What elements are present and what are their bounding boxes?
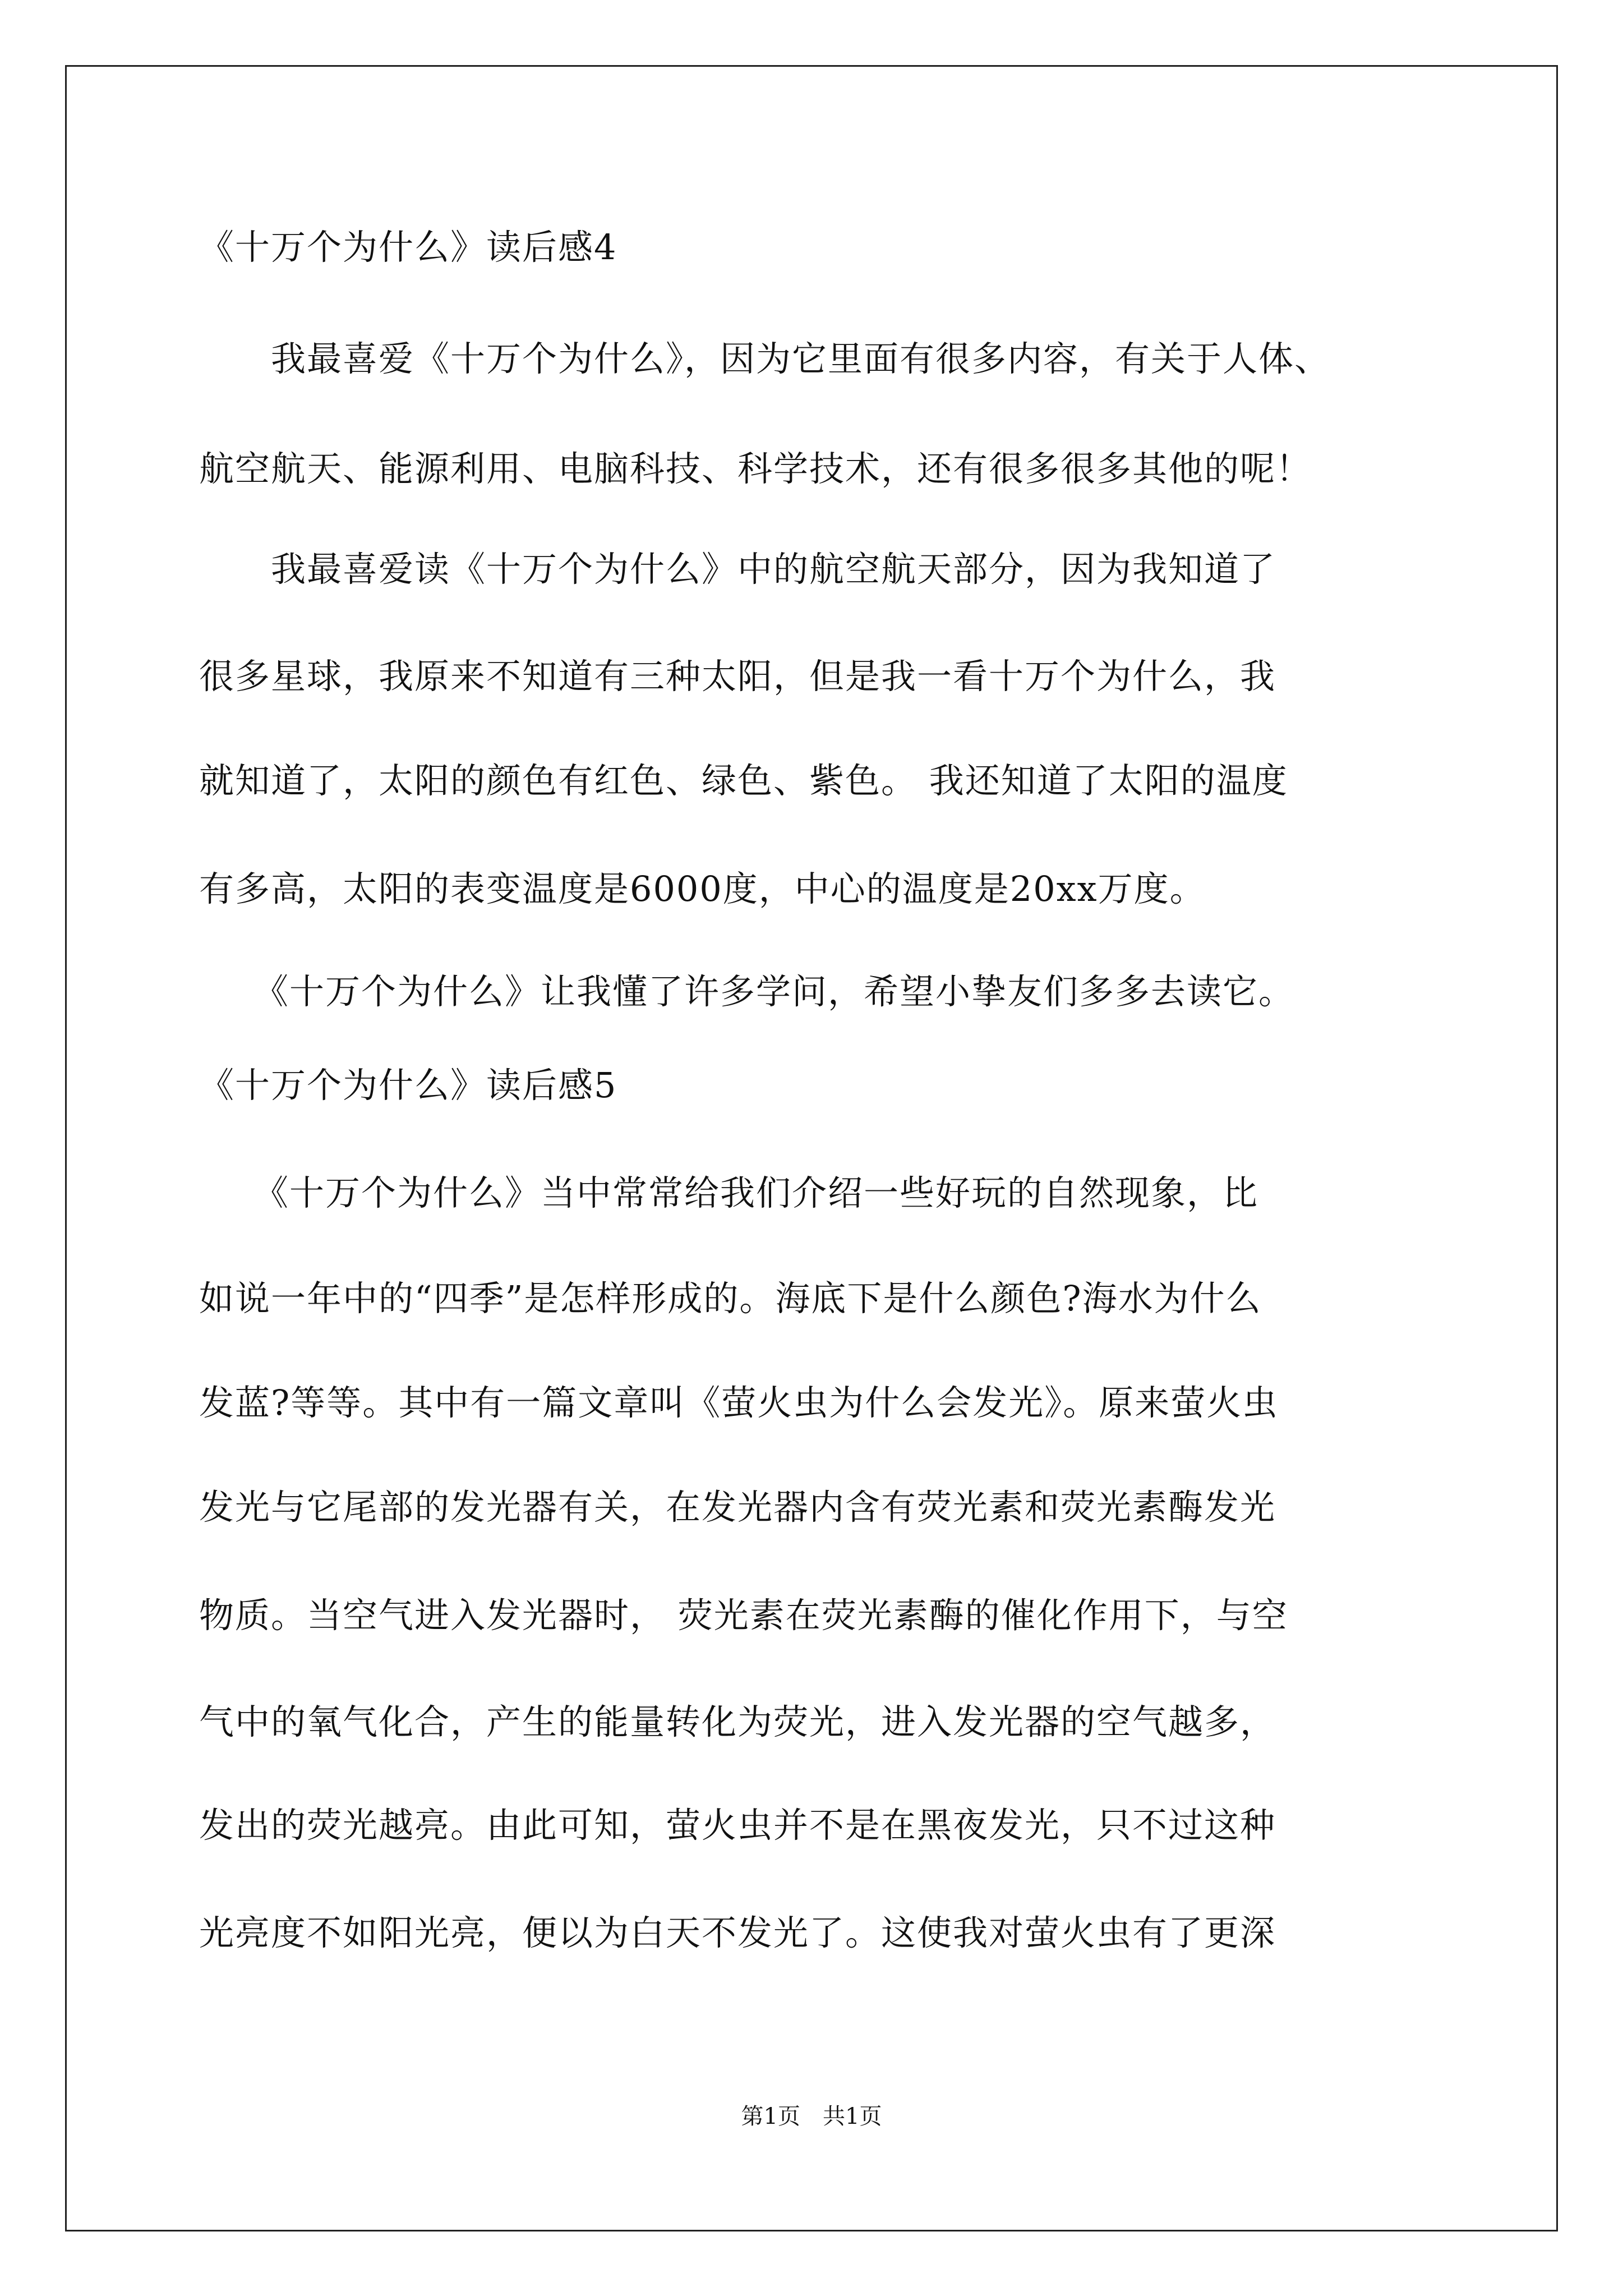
paragraph-line: 《十万个为什么》让我懂了许多学问，希望小挚友们多多去读它。	[199, 971, 1295, 1012]
paragraph-line: 发光与它尾部的发光器有关，在发光器内含有荧光素和荧光素酶发光	[199, 1487, 1276, 1527]
paragraph-line: 气中的氧气化合，产生的能量转化为荧光，进入发光器的空气越多，	[199, 1701, 1276, 1742]
paragraph-line: 很多星球，我原来不知道有三种太阳，但是我一看十万个为什么，我	[199, 656, 1276, 697]
paragraph-line: 《十万个为什么》当中常常给我们介绍一些好玩的自然现象，比	[199, 1172, 1259, 1213]
paragraph-line: 我最喜爱《十万个为什么》，因为它里面有很多内容，有关于人体、	[199, 338, 1331, 379]
paragraph-line: 如说一年中的“四季”是怎样形成的。海底下是什么颜色?海水为什么	[199, 1278, 1262, 1319]
paragraph-line: 光亮度不如阳光亮，便以为白天不发光了。这使我对萤火虫有了更深	[199, 1912, 1276, 1953]
paragraph-line: 发蓝?等等。其中有一篇文章叫《萤火虫为什么会发光》。原来萤火虫	[199, 1382, 1279, 1423]
paragraph-line: 就知道了，太阳的颜色有红色、绿色、紫色。 我还知道了太阳的温度	[199, 760, 1288, 801]
essay-title-5: 《十万个为什么》读后感5	[199, 1065, 617, 1106]
page-border	[65, 65, 1558, 2231]
essay-title-4: 《十万个为什么》读后感4	[199, 227, 617, 268]
paragraph-line: 我最喜爱读《十万个为什么》中的航空航天部分，因为我知道了	[199, 549, 1276, 590]
paragraph-line: 航空航天、能源利用、电脑科技、科学技术，还有很多很多其他的呢！	[199, 448, 1312, 489]
paragraph-line: 发出的荧光越亮。由此可知，萤火虫并不是在黑夜发光，只不过这种	[199, 1805, 1276, 1846]
paragraph-line: 有多高，太阳的表变温度是6000度，中心的温度是20xx万度。	[199, 868, 1206, 909]
paragraph-line: 物质。当空气进入发光器时， 荧光素在荧光素酶的催化作用下，与空	[199, 1595, 1288, 1636]
page-number-footer: 第1页 共1页	[741, 2104, 882, 2129]
